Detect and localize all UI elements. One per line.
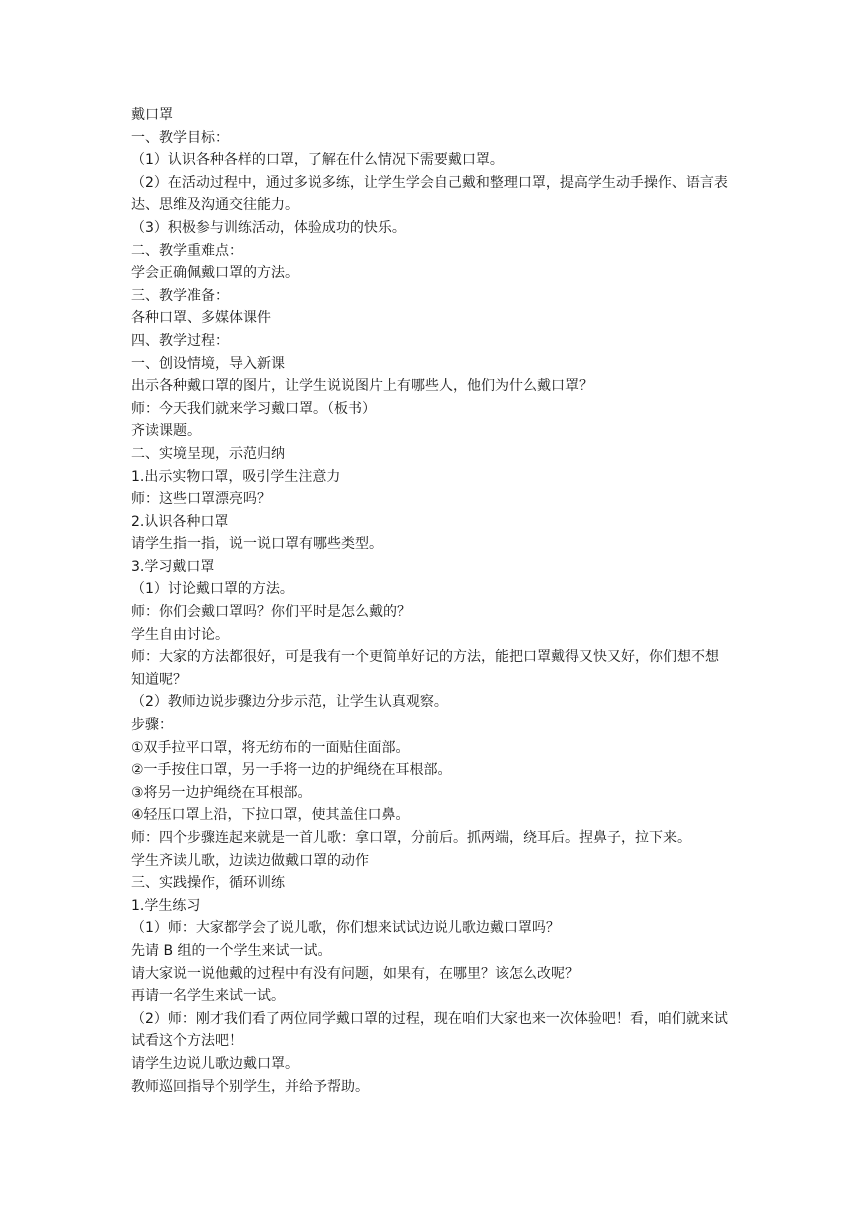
section-heading-process: 四、教学过程：: [131, 332, 229, 349]
paragraph: 学生自由讨论。: [131, 626, 229, 643]
document-title: 戴口罩: [131, 107, 173, 123]
paragraph: 师：四个步骤连起来就是一首儿歌：拿口罩，分前后。抓两端，绕耳后。捏鼻子，拉下来。: [131, 830, 691, 846]
paragraph: （1）师：大家都学会了说儿歌，你们想来试试边说儿歌边戴口罩吗？: [131, 920, 560, 937]
paragraph: 出示各种戴口罩的图片，让学生说说图片上有哪些人，他们为什么戴口罩？: [131, 378, 593, 395]
paragraph: 再请一名学生来试一试。: [131, 988, 285, 1005]
paragraph: 先请 B 组的一个学生来试一试。: [131, 942, 332, 959]
step-heading: 3.学习戴口罩: [131, 558, 215, 575]
paragraph: （2）教师边说步骤边分步示范，让学生认真观察。: [131, 694, 448, 711]
paragraph: 请学生指一指，说一说口罩有哪些类型。: [131, 536, 383, 553]
subsection-heading: 二、实境呈现，示范归纳: [131, 445, 285, 462]
paragraph: 步骤：: [131, 717, 173, 734]
list-item: ③将另一边护绳绕在耳根部。: [131, 784, 312, 801]
subsection-heading: 一、创设情境，导入新课: [131, 355, 285, 372]
paragraph: 请大家说一说他戴的过程中有没有问题，如果有，在哪里？该怎么改呢？: [131, 965, 579, 982]
list-item: ②一手按住口罩，另一手将一边的护绳绕在耳根部。: [131, 762, 452, 779]
subsection-heading: 三、实践操作，循环训练: [131, 875, 285, 892]
paragraph: 各种口罩、多媒体课件: [131, 310, 271, 327]
paragraph: （2）师：刚才我们看了两位同学戴口罩的过程，现在咱们大家也来一次体验吧！看，咱们就来试试看这个方法吧！: [131, 1010, 728, 1050]
paragraph: 师：大家的方法都很好，可是我有一个更简单好记的方法，能把口罩戴得又快又好，你们想不想知道呢？: [131, 649, 719, 688]
paragraph: 齐读课题。: [131, 423, 201, 440]
section-heading-preparation: 三、教学准备：: [131, 287, 229, 304]
section-heading-key-points: 二、教学重难点：: [131, 242, 243, 259]
section-heading-objectives: 一、教学目标：: [131, 129, 229, 146]
paragraph: 学生齐读儿歌，边读边做戴口罩的动作: [131, 852, 369, 869]
paragraph: （1）讨论戴口罩的方法。: [131, 581, 294, 598]
objective-item: （2）在活动过程中，通过多说多练，让学生学会自己戴和整理口罩，提高学生动手操作、语言表达、思维及沟通交往能力。: [131, 174, 728, 214]
list-item: ①双手拉平口罩，将无纺布的一面贴住面部。: [131, 739, 410, 756]
document-body: [131, 104, 731, 1098]
list-item: ④轻压口罩上沿，下拉口罩，使其盖住口鼻。: [131, 807, 410, 824]
step-heading: 2.认识各种口罩: [131, 513, 229, 530]
paragraph: 学会正确佩戴口罩的方法。: [131, 265, 299, 282]
objective-item: （1）认识各种各样的口罩，了解在什么情况下需要戴口罩。: [131, 152, 504, 169]
paragraph: 师：这些口罩漂亮吗？: [131, 491, 271, 508]
step-heading: 1.出示实物口罩，吸引学生注意力: [131, 468, 341, 485]
paragraph: 请学生边说儿歌边戴口罩。: [131, 1055, 299, 1072]
paragraph: 教师巡回指导个别学生，并给予帮助。: [131, 1078, 369, 1095]
step-heading: 1.学生练习: [131, 897, 201, 914]
paragraph: 师：今天我们就来学习戴口罩。（板书）: [131, 400, 376, 417]
objective-item: （3）积极参与训练活动，体验成功的快乐。: [131, 219, 406, 236]
paragraph: 师：你们会戴口罩吗？你们平时是怎么戴的？: [131, 604, 411, 621]
